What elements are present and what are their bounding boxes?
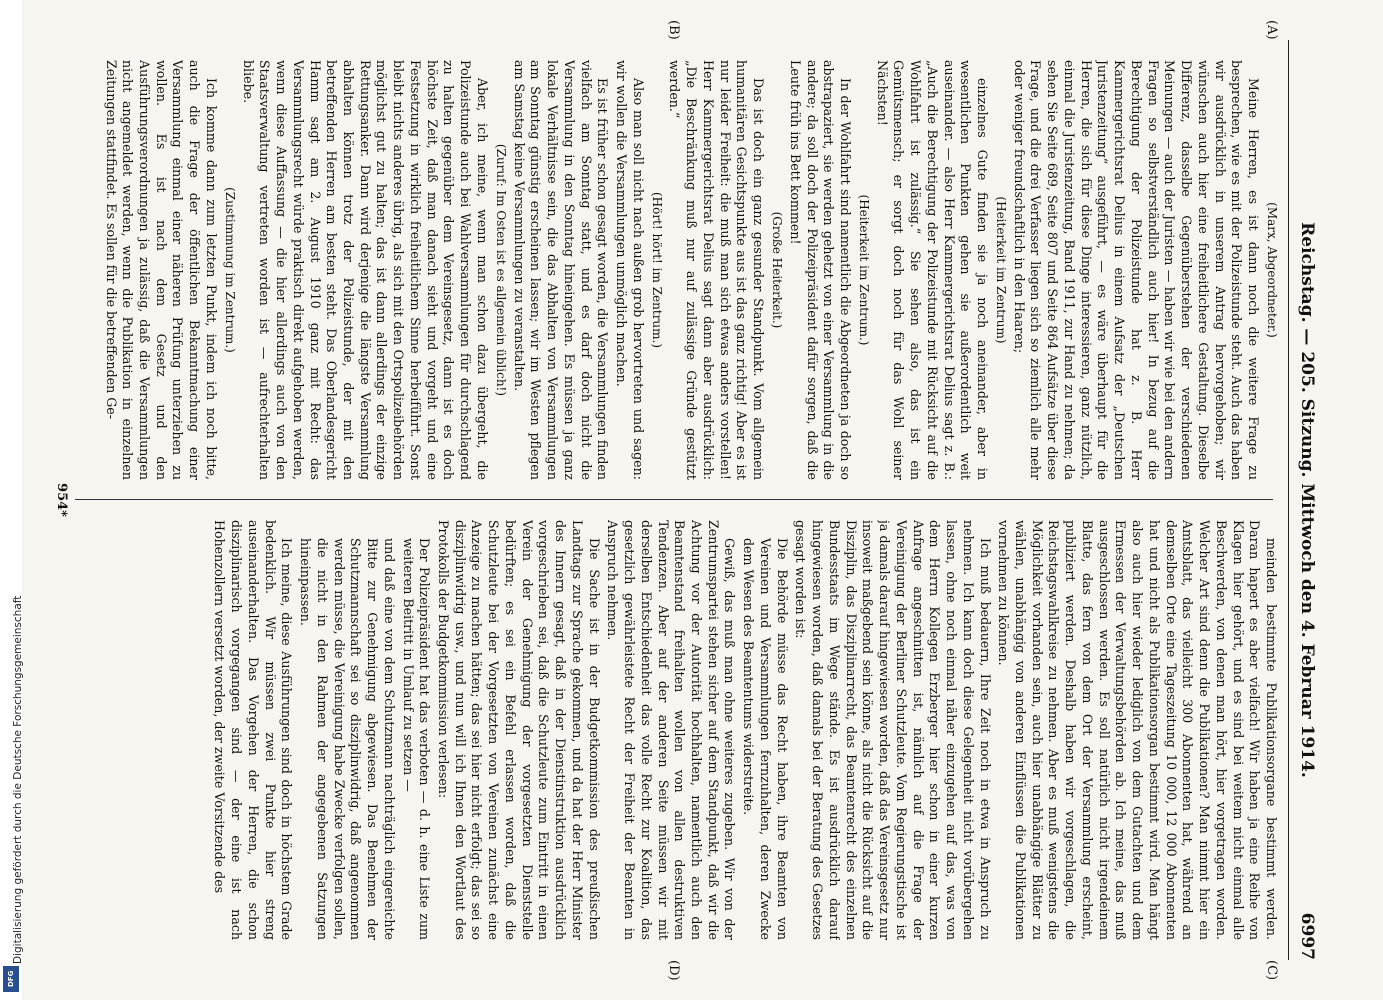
stage-direction: (Heiterkeit im Zentrum) [994,196,1009,344]
column-divider [75,499,1273,500]
running-header: Reichstag. — 205. Sitzung. Mittwoch den 4. Februar 1914. [1297,222,1317,778]
paragraph: Meine Herren, es ist dann noch die weitere Frage zu besprechen, wie es mit der Polizeistunde steht. Auch das haben wir ausdrücklich in unserem Antrag hervorgehoben; wir wünschen auch hier eine freiheitlichere Gestaltung. Dieselbe Differenz, dasselbe Gegenüberstehen der verschiedenen Meinungen — auch der Juristen — haben wir wie bei den andern Fragen so selbstverständlich auch hier! In bezug auf die Berechtigung der Polizeistunde hat z. B. Herr Kammergerichtsrat Delius in einem Aufsatz der „Deutschen Juristenzeitung“ ausgeführt, — es wäre überhaupt für die Herren, die sich für diese Dinge interessieren, ganz nützlich, einmal die Juristenzeitung, Band 1911, zur Hand zu nehmen; da sehen Sie Seite 689, Seite 807 und Seite 864 Aufsätze über diese Frage, und die drei Verfasser liegen sich so ziemlich alle mehr oder weniger freundschaftlich in den Haaren; [1011,60,1262,480]
paragraph: Ich meine, diese Ausführungen sind doch in höchstem Grade bedenklich. Wir müssen zwei Punkte hier streng auseinanderhalten. Das Vorgehen der Herren, die schon disziplinarisch vorgegangen sind — der eine ist nach Hohenzollern versetzt worden, der zweite Vorsitzende des [212,520,295,940]
paragraph: Die Sache ist in der Budgetkommission des preußischen Landtags zur Sprache gekommen, und da hat der Herr Minister des Innern gesagt, daß in der Dienstinstruktion ausdrücklich vorgeschrieben sei, daß die Schutzleute zum Eintritt in einen Verein der Genehmigung der vorgesetzten Dienststelle bedürften; es sei ein Befehl erlassen worden, daß die Schutzleute bei der Vorgesetzten von Vereinen zunächst eine Anzeige zu machen hätten; das sei hier nicht erfolgt; das sei so disziplinwidrig usw., und nun will ich Ihnen den Wortlaut des Protokolls der Budgetkommission verlesen: [436,520,602,940]
paragraph: Ich komme dann zum letzten Punkt, indem ich noch bitte, auch die Frage der öffentlichen Bekanntmachung einer Versammlung einmal einer näheren Prüfung unterziehen zu wollen. Es ist nach dem Gesetz und den Ausführungsverordnungen ja zulässig, daß die Versammlungen nicht angemeldet werden, wenn die Publikation in einzelnen Zeitungen stattfindet. Es sollen für die betreffenden Ge- [103,60,219,480]
margin-marker-d: (D) [666,960,681,981]
paragraph: und daß eine von dem Schutzmann nachträglich eingereichte Bitte zur Genehmigung abgewiesen. Das Benehmen der Schutzmannschaft sei so disziplinwidrig, daß angenommen werden müsse, die Vereinigung habe Zwecke verfolgen sollen, die nicht in den Rahmen der angegebenen Satzungen hineinpassen. [298,538,397,940]
paragraph: Also man soll nicht nach außen grob hervortreten und sagen: wir wollen die Versammlungen unmöglich machen. [614,60,646,480]
paragraph: einzelnes Gute finden sie ja noch aneinander, aber in wesentlichen Punkten gehen sie außerordentlich weit auseinander. — also Herr Kammergerichtsrat Delius sagt z. B.: „Auch die Berechtigung der Polizeistunde mit Rücksicht auf die Wohlfahrt ist zulässig.“ Sie sehen also, das ist ein Gemütsmensch; er sorgt doch noch für das Wohl seiner Nächsten! [874,60,991,480]
paragraph: Es ist früher schon gesagt worden, die Versammlungen finden vielfach am Sonntag statt, und es darf doch nicht die Versammlung in den Sonntag hineingehen. Es müssen ja ganz lokale Verhältnisse sein, die das Abhalten von Versammlungen am Sonntag günstig erscheinen lassen; wir im Westen pflegen am Samstag keine Versammlungen zu veranstalten. [511,60,611,480]
stage-direction: (Zuruf: Im Osten ist es allgemein üblich!) [493,143,508,397]
stage-direction: (Zustimmung im Zentrum.) [222,187,237,353]
paragraph: Das ist doch ein ganz gesunder Standpunkt. Vom allgemein humanitären Gesichtspunkte aus ist das ganz richtig! Aber es ist nur leider Freiheit: die muß man sich etwas anders vorstellen! Herr Kammergerichtsrat Delius sagt dann aber ausdrücklich: „Die Beschränkung muß nur auf zulässige Gründe gestützt werden.“ [667,60,767,480]
paragraph: Der Polizeipräsident hat das verboten — d. h. eine Liste zum weiteren Beitritt in Umlauf zu setzen — [400,538,433,940]
paragraph: Gewiß, das muß man ohne weiteres zugeben. Wir von der Zentrumspartei stehen sicher auf dem Standpunkt, daß wir die Achtung vor der Autorität hochhalten, namentlich auch den Beamtenstand freihalten wollen von allen destruktiven Tendenzen. Aber auf der anderen Seite müssen wir mit derselben Entschiedenheit das volle Recht zur Koalition, das gesetzlich gewährleistete Recht der Freiheit der Beamten in Anspruch nehmen. [605,520,738,940]
right-text-column [70,520,1279,940]
dfg-logo: DFG [3,966,19,992]
margin-marker-b: (B) [666,20,681,40]
digitisation-footer [0,0,22,1000]
page-number: 6997 [1297,912,1317,960]
stage-direction: (Große Heiterkeit.) [770,211,785,329]
digitisation-notice: Digitalisierung gefördert durch die Deutsche Forschungsgemeinschaft [12,595,24,964]
stage-direction: (Marx, Abgeordneter.) [1265,202,1279,338]
sheet-number: 954* [54,483,69,517]
paragraph: Die Behörde müsse das Recht haben, ihre Beamten von Vereinen und Versammlungen fernzuhalten, deren Zwecke dem Wesen des Beamtentums widerstreite. [741,538,790,940]
margin-marker-c: (C) [1264,960,1279,981]
paragraph: Ich muß bedauern, Ihre Zeit noch in etwa in Anspruch zu nehmen. Ich kann doch diese Gelegenheit nicht vorübergehen lassen, ohne noch einmal näher einzugehen auf das, was von dem Herrn Kollegen Erzberger hier schon in einer kurzen Anfrage angeschnitten ist, nämlich auf die Frage der Vereinigung der Berliner Schutzleute. Vom Regierungstische ist ja damals darauf hingewiesen worden, daß das Vereinsgesetz nur insoweit maßgebend sein könne, als nicht die Rücksicht auf die Disziplin, das Disziplinarrecht, das Beamtenrecht des einzelnen Bundesstaats im Wege stände. Es ist ausdrücklich darauf hingewiesen worden, daß damals bei der Beratung des Gesetzes gesagt worden ist: [793,520,993,940]
paragraph: In der Wohlfahrt sind namentlich die Abgeordneten ja doch so abstrapaziert, sie werden gehetzt von einer Versammlung in die andere; da soll doch der Polizeipräsident dafür sorgen, daß die Leute früh ins Bett kommen! [787,60,853,480]
page-header [1288,40,1323,960]
paragraph: meinden bestimmte Publikationsorgane bestimmt werden. Daran hapert es aber vielfach! Wir haben ja eine Reihe von Klagen hier gehört, und es sind bei weitem nicht einmal alle Beschwerden, von denen man hört, hier vorgetragen worden. Welcher Art sind denn die Publikationen? Man nimmt hier ein Amtsblatt, das vielleicht 300 Abonnenten hat, während an demselben Orte eine Tageszeitung 10 000, 12 000 Abonnenten hat und nicht als Publikationsorgan bestimmt wird. Man hängt also auch hier wieder lediglich von dem Gutachten und dem Ermessen der Verwaltungsbehörden ab. Ich meine, das muß ausgeschlossen werden. Es soll natürlich nicht irgendeinem Blatte, das fern von dem Ort der Versammlung erscheint, publiziert werden. Deshalb haben wir vorgeschlagen, die Reichstagswahlkreise zu nehmen. Aber es muß wenigstens die Möglichkeit vorhanden sein, auch hier unabhängige Blätter zu wählen, unabhängig von anderen Einflüssen die Publikationen vornehmen zu können. [996,520,1279,940]
stage-direction: (Hört! hört! im Zentrum.) [649,191,664,349]
margin-marker-a: (A) [1264,20,1279,40]
left-text-column [70,60,1279,480]
paragraph: Aber, ich meine, wenn man schon dazu übergeht, die Polizeistunde auch bei Wahlversammlungen für durchschlagend zu halten gegenüber dem Vereinsgesetz, dann ist es doch höchste Zeit, daß man danach sieht und vorgeht und eine Festsetzung in wirklich freiheitlichem Sinne herbeiführt. Sonst bleibt nichts anderes übrig, als sich mit den Ortspolizeibehörden möglichst gut zu halten; das ist dann allerdings der einzige Rettungsanker. Dann wird derjenige die längste Versammlung abhalten können trotz der Polizeistunde, der mit den betreffenden Herren am besten steht. Das Oberlandesgericht Hamm sagt am 2. August 1910 ganz mit Recht: das Versammlungsrecht würde praktisch direkt aufgehoben werden, wenn diese Auffassung — die hier allerdings auch von den Staatsverwaltung vertreten worden ist — aufrechterhalten bliebe. [240,60,490,480]
stage-direction: (Heiterkeit im Zentrum.) [856,194,871,346]
